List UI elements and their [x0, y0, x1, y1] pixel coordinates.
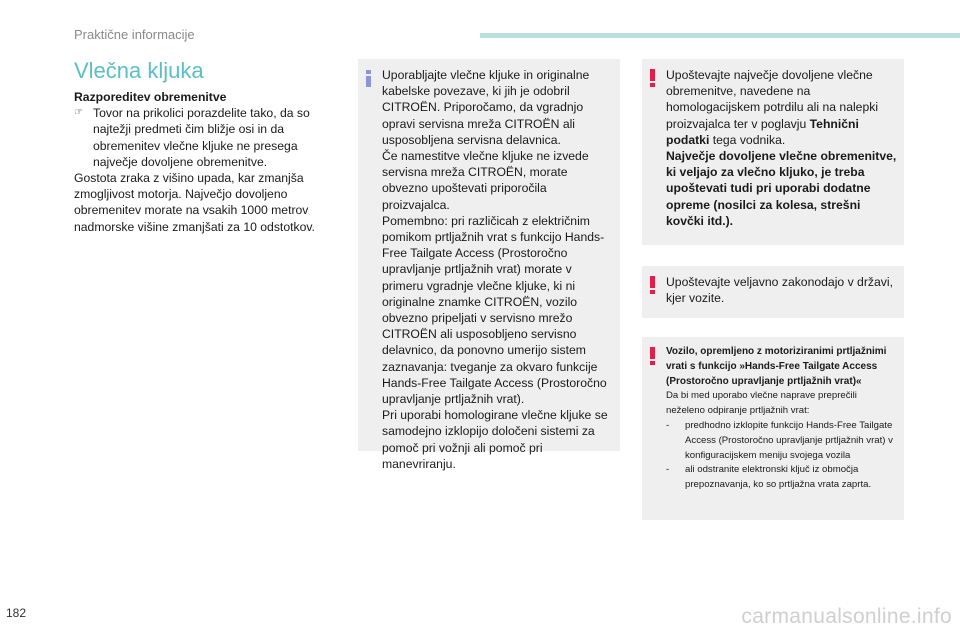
warning-icon — [650, 276, 655, 294]
list-item-text: predhodno izklopite funkcijo Hands-Free Tailgate Access (Prostoročno upravljanje prtljažnih vrat) v konfiguracijskem meniju svojega vozila — [685, 419, 893, 461]
load-distribution-section — [74, 89, 336, 235]
body-paragraph: Gostota zraka z višino upada, kar zmanjša zmogljivost motorja. Največjo dovoljeno obremenitev morate na vsakih 1000 metrov nadmorske višine zmanjšati za 10 odstotkov. — [74, 171, 315, 234]
list-item-text: ali odstranite elektronski ključ iz območja prepoznavanja, ko so prtljažna vrata zaprta. — [685, 464, 872, 491]
bullet-item — [74, 105, 336, 170]
warning-text-part: Upoštevajte največje dovoljene vlečne obremenitve, navedene na homologacijskem potrdilu ali na nalepki proizvajalca ter v poglavju — [666, 68, 879, 131]
list-item — [666, 463, 898, 493]
warning-box-law — [642, 266, 904, 318]
warning-text-part: tega vodnika. — [709, 132, 786, 147]
page-title: Vlečna kljuka — [74, 58, 204, 83]
warning-icon — [650, 69, 655, 87]
dash-marker: - — [666, 419, 670, 431]
warning-box-loads — [642, 59, 904, 245]
tailgate-intro: Da bi med uporabo vlečne naprave preprečili neželeno odpiranje prtljažnih vrat: — [666, 390, 857, 417]
tailgate-heading: Vozilo, opremljeno z motoriziranimi prtljažnimi vrati s funkcijo »Hands-Free Tailgate Access (Prostoročno upravljanje prtljažnih vrat)« — [666, 346, 887, 387]
header-accent-bar — [480, 33, 960, 38]
warning-box-text — [666, 67, 898, 229]
warning-bold-text: Največje dovoljene vlečne obremenitve, ki veljajo za vlečno kljuko, je treba upoštevati tudi pri uporabi dodatne opreme (nosilci za kolesa, strešni kovčki itd.). — [666, 149, 897, 228]
list-item — [666, 419, 898, 463]
warning-box-tailgate — [642, 337, 904, 520]
dash-marker: - — [666, 464, 670, 476]
info-icon — [366, 70, 371, 87]
warning-box-text: Upoštevajte veljavno zakonodajo v državi, kjer vozite. — [666, 275, 893, 306]
watermark: carmanualsonline.info — [741, 605, 952, 628]
page-number: 182 — [6, 606, 27, 620]
warning-icon — [650, 347, 655, 365]
warning-box-text — [666, 345, 898, 493]
info-box-text: Uporabljajte vlečne kljuke in originalne kabelske povezave, ki jih je odobril CITROËN. Priporočamo, da vgradnjo opravi servisna mreža CITROËN ali usposobljena servisna delavnica. Če namestitve vlečne kljuke ne izvede servisna mreža CITROËN, morate obvezno upoštevati priporočila proizvajalca. Pomembno: pri različicah z električnim pomikom prtljažnih vrat s funkcijo Hands-Free Tailgate Access (Prostoročno upravljanje prtljažnih vrat) morate v primeru vgradnje vlečne kljuke, ki ni originalne znamke CITROËN, vozilo obvezno pripeljati v servisno mrežo CITROËN ali usposobljeno servisno delavnico, da ponovno umerijo sistem zaznavanja: tveganje za okvaro funkcije Hands-Free Tailgate Access (Prostoročno upravljanje prtljažnih vrat). Pri uporabi homologirane vlečne kljuke se samodejno izklopijo določeni sistemi za pomoč pri vožnji ali pomoč pri manevriranju. — [382, 68, 608, 471]
section-header: Praktične informacije — [74, 27, 195, 42]
bullet-text: Tovor na prikolici porazdelite tako, da so najtežji predmeti čim bližje osi in da obremenitev vlečne kljuke ne presega največje dovoljene obremenitve. — [93, 106, 310, 169]
pointing-hand-icon: ☞ — [74, 107, 83, 119]
info-box — [358, 59, 620, 471]
technical-data-reference: Tehnični podatki — [666, 116, 859, 147]
section-heading: Razporeditev obremenitve — [74, 90, 227, 104]
